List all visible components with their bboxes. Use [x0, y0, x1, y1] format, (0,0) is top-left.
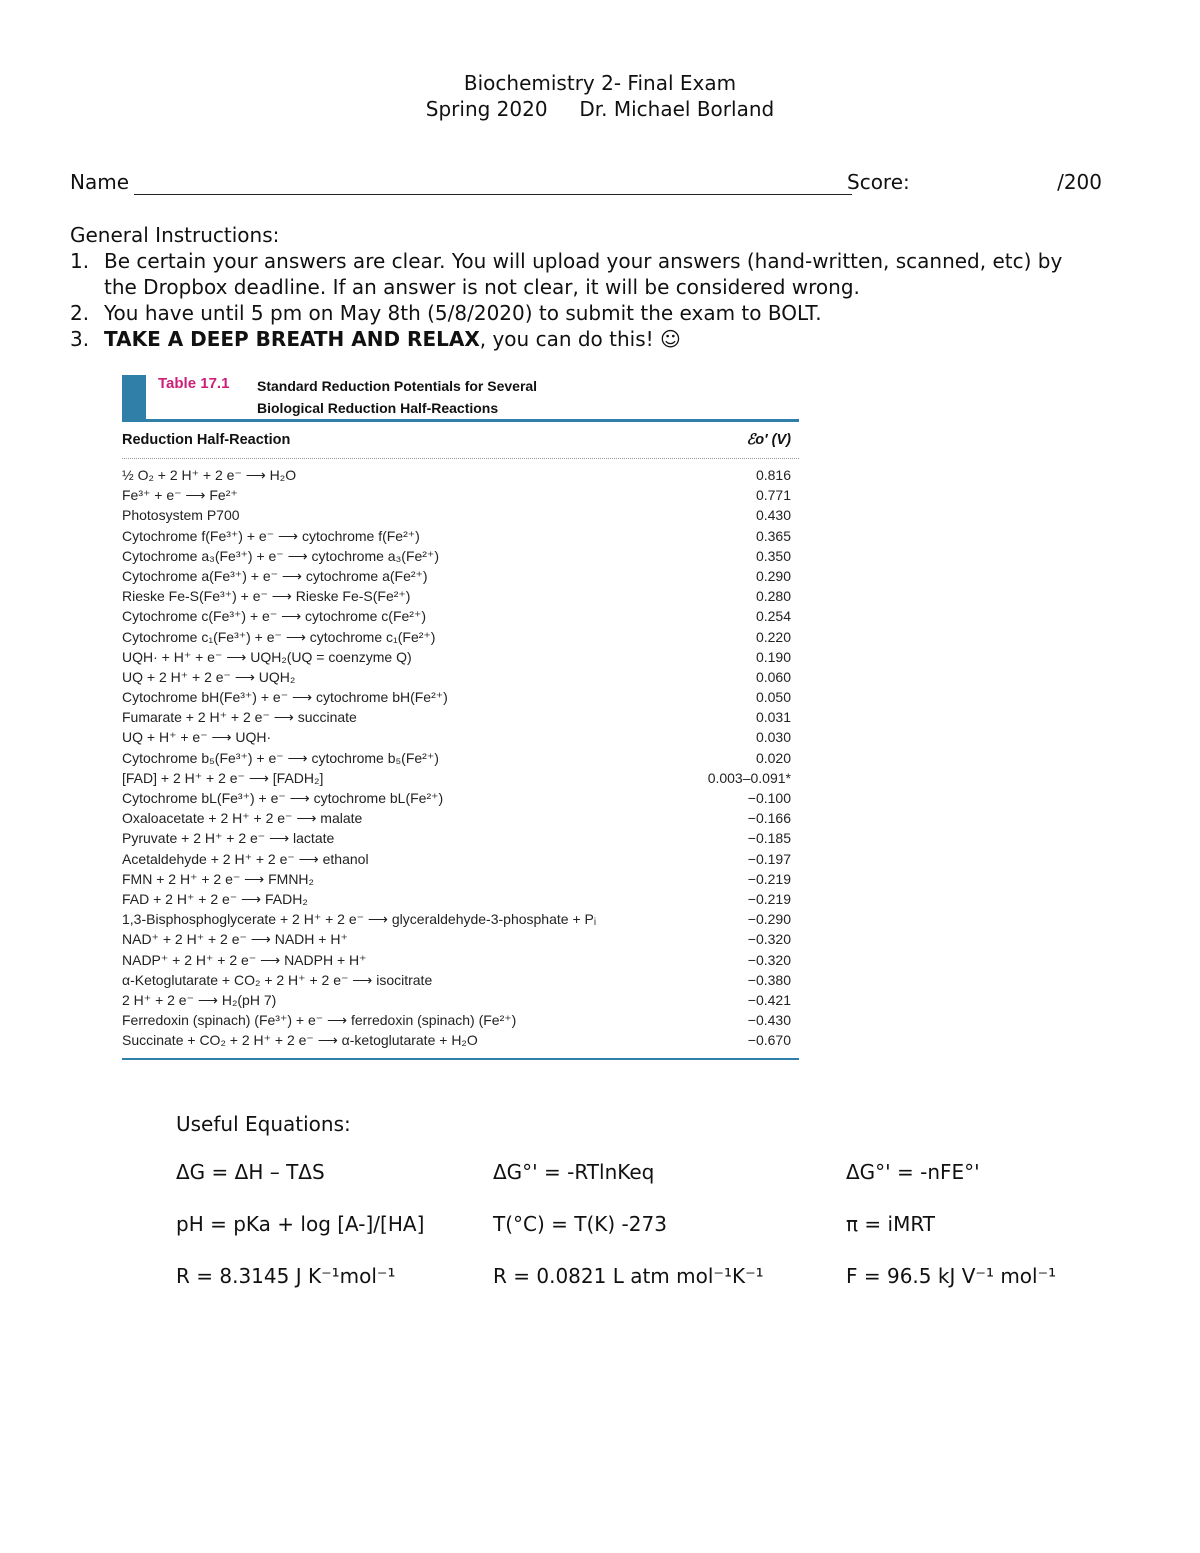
- table-row: [122, 768, 799, 788]
- equation: R = 0.0821 L atm mol⁻¹K⁻¹: [493, 1264, 764, 1288]
- half-reaction: Succinate + CO₂ + 2 H⁺ + 2 e⁻ ⟶ α-ketoglutarate + H₂O: [122, 1032, 478, 1049]
- instruction-number: 3.: [70, 327, 90, 351]
- table-row: [122, 546, 799, 566]
- half-reaction: UQ + H⁺ + e⁻ ⟶ UQH·: [122, 729, 272, 746]
- table-row: [122, 909, 799, 929]
- exam-title: Biochemistry 2- Final Exam: [463, 71, 737, 95]
- equation: ΔG°' = -RTlnKeq: [493, 1160, 655, 1184]
- half-reaction: UQ + 2 H⁺ + 2 e⁻ ⟶ UQH₂: [122, 668, 296, 685]
- table-row: [122, 727, 799, 747]
- half-reaction: Cytochrome b₅(Fe³⁺) + e⁻ ⟶ cytochrome b₅(Fe²⁺): [122, 749, 439, 766]
- table-row: [122, 627, 799, 647]
- half-reaction: FMN + 2 H⁺ + 2 e⁻ ⟶ FMNH₂: [122, 870, 314, 887]
- half-reaction: Photosystem P700: [122, 507, 240, 524]
- half-reaction: FAD + 2 H⁺ + 2 e⁻ ⟶ FADH₂: [122, 890, 308, 907]
- table-bottom-rule: [122, 1058, 799, 1060]
- general-instructions: [70, 222, 1080, 352]
- half-reaction: Cytochrome c₁(Fe³⁺) + e⁻ ⟶ cytochrome c₁(Fe²⁺): [122, 628, 436, 645]
- half-reaction: Rieske Fe-S(Fe³⁺) + e⁻ ⟶ Rieske Fe-S(Fe²⁺): [122, 588, 411, 605]
- instruction-text: [104, 326, 1080, 352]
- equation-row: [176, 1160, 1076, 1212]
- reduction-potential-table: [122, 375, 799, 1060]
- exam-header: [0, 70, 1200, 122]
- half-reaction: Cytochrome a₃(Fe³⁺) + e⁻ ⟶ cytochrome a₃(Fe²⁺): [122, 547, 439, 564]
- reduction-potential: −0.320: [747, 951, 791, 968]
- column-header-potential: ℰo′ (V): [746, 432, 791, 448]
- table-row: [122, 526, 799, 546]
- score-total: /200: [1057, 170, 1102, 194]
- equation: pH = pKa + log [A-]/[HA]: [176, 1212, 425, 1236]
- equation-row: [176, 1264, 1076, 1316]
- instruction-number: 2.: [70, 301, 90, 325]
- reduction-potential: 0.190: [755, 648, 791, 665]
- table-row: [122, 808, 799, 828]
- equation-row: [176, 1212, 1076, 1264]
- instruction-text: You have until 5 pm on May 8th (5/8/2020) to submit the exam to BOLT.: [104, 301, 822, 325]
- table-title-line: Standard Reduction Potentials for Several: [257, 378, 538, 394]
- name-score-row: [70, 170, 1102, 200]
- table-row: [122, 748, 799, 768]
- equation: T(°C) = T(K) -273: [493, 1212, 667, 1236]
- equations-title: Useful Equations:: [176, 1112, 351, 1136]
- reduction-potential: 0.031: [755, 709, 791, 726]
- reduction-potential: −0.219: [747, 890, 791, 907]
- table-row: [122, 687, 799, 707]
- column-header-reaction: Reduction Half-Reaction: [122, 432, 291, 448]
- reduction-potential: 0.430: [755, 507, 791, 524]
- reduction-potential: −0.197: [747, 850, 791, 867]
- table-row: [122, 647, 799, 667]
- exam-subtitle: Spring 2020 Dr. Michael Borland: [425, 97, 775, 121]
- reduction-potential: −0.320: [747, 931, 791, 948]
- table-row: [122, 667, 799, 687]
- instruction-number: 1.: [70, 249, 90, 273]
- half-reaction: Oxaloacetate + 2 H⁺ + 2 e⁻ ⟶ malate: [122, 810, 363, 827]
- half-reaction: Pyruvate + 2 H⁺ + 2 e⁻ ⟶ lactate: [122, 830, 335, 847]
- table-row: [122, 606, 799, 626]
- instructions-heading: General Instructions:: [70, 223, 280, 247]
- half-reaction: 2 H⁺ + 2 e⁻ ⟶ H₂(pH 7): [122, 991, 277, 1008]
- reduction-potential: 0.254: [755, 608, 791, 625]
- equation: ΔG = ΔH – TΔS: [176, 1160, 325, 1184]
- reduction-potential: 0.030: [755, 729, 791, 746]
- table-row: [122, 505, 799, 525]
- instruction-item: [70, 248, 1080, 300]
- half-reaction: Fumarate + 2 H⁺ + 2 e⁻ ⟶ succinate: [122, 709, 357, 726]
- reduction-potential: −0.100: [747, 790, 791, 806]
- reduction-potential: −0.430: [747, 1012, 791, 1029]
- half-reaction: [FAD] + 2 H⁺ + 2 e⁻ ⟶ [FADH₂]: [122, 769, 324, 786]
- reduction-potential: 0.350: [755, 547, 791, 564]
- half-reaction: α-Ketoglutarate + CO₂ + 2 H⁺ + 2 e⁻ ⟶ isocitrate: [122, 971, 433, 988]
- reduction-potential: 0.220: [755, 628, 791, 645]
- table-column-headers: [122, 422, 799, 459]
- half-reaction: Fe³⁺ + e⁻ ⟶ Fe²⁺: [122, 487, 238, 504]
- table-row: [122, 828, 799, 848]
- table-header: [122, 375, 799, 419]
- table-row: [122, 889, 799, 909]
- equation: π = iMRT: [846, 1212, 935, 1236]
- table-row: [122, 1030, 799, 1050]
- table-row: [122, 970, 799, 990]
- useful-equations: [176, 1160, 1076, 1316]
- table-number: Table 17.1: [158, 375, 230, 392]
- equation: ΔG°' = -nFE°': [846, 1160, 980, 1184]
- half-reaction: NADP⁺ + 2 H⁺ + 2 e⁻ ⟶ NADPH + H⁺: [122, 951, 367, 968]
- reduction-potential: −0.185: [747, 830, 791, 847]
- reduction-potential: 0.290: [755, 567, 791, 584]
- half-reaction: NAD⁺ + 2 H⁺ + 2 e⁻ ⟶ NADH + H⁺: [122, 931, 348, 948]
- reduction-potential: 0.020: [755, 749, 791, 766]
- instruction-emphasis: TAKE A DEEP BREATH AND RELAX: [104, 327, 480, 351]
- reduction-potential: 0.003–0.091*: [707, 769, 791, 786]
- reduction-potential: 0.060: [755, 668, 791, 685]
- table-title-line: Biological Reduction Half-Reactions: [257, 400, 499, 416]
- table-row: [122, 990, 799, 1010]
- reduction-potential: 0.771: [755, 487, 791, 504]
- instruction-item: [70, 326, 1080, 352]
- table-accent-bar: [122, 375, 146, 419]
- table-row: [122, 566, 799, 586]
- half-reaction: UQH· + H⁺ + e⁻ ⟶ UQH₂(UQ = coenzyme Q): [122, 648, 412, 665]
- instruction-item: [70, 300, 1080, 326]
- reduction-potential: −0.290: [747, 911, 791, 928]
- table-row: [122, 707, 799, 727]
- half-reaction: Acetaldehyde + 2 H⁺ + 2 e⁻ ⟶ ethanol: [122, 850, 369, 867]
- half-reaction: 1,3-Bisphosphoglycerate + 2 H⁺ + 2 e⁻ ⟶ glyceraldehyde-3-phosphate + Pᵢ: [122, 911, 597, 928]
- name-label: Name: [70, 170, 130, 194]
- table-row: [122, 929, 799, 949]
- table-row: [122, 465, 799, 485]
- equation: F = 96.5 kJ V⁻¹ mol⁻¹: [846, 1264, 1057, 1288]
- table-body: [122, 465, 799, 1050]
- reduction-potential: −0.670: [747, 1032, 791, 1049]
- half-reaction: Ferredoxin (spinach) (Fe³⁺) + e⁻ ⟶ ferredoxin (spinach) (Fe²⁺): [122, 1012, 517, 1029]
- table-row: [122, 788, 799, 808]
- equation: R = 8.3145 J K⁻¹mol⁻¹: [176, 1264, 396, 1288]
- instruction-text: Be certain your answers are clear. You will upload your answers (hand-written, scanned, etc) by the Dropbox deadline. If an answer is not clear, it will be considered wrong.: [104, 249, 1063, 299]
- score-label: Score:: [847, 170, 910, 194]
- half-reaction: Cytochrome c(Fe³⁺) + e⁻ ⟶ cytochrome c(Fe²⁺): [122, 608, 427, 625]
- table-row: [122, 869, 799, 889]
- half-reaction: Cytochrome bH(Fe³⁺) + e⁻ ⟶ cytochrome bH(Fe²⁺): [122, 689, 448, 706]
- name-blank-line[interactable]: [134, 194, 852, 195]
- reduction-potential: 0.365: [755, 527, 791, 544]
- half-reaction: ½ O₂ + 2 H⁺ + 2 e⁻ ⟶ H₂O: [122, 467, 297, 483]
- table-row: [122, 849, 799, 869]
- table-row: [122, 1010, 799, 1030]
- instruction-tail: , you can do this! ☺: [479, 327, 681, 351]
- table-title: [257, 375, 537, 419]
- table-row: [122, 485, 799, 505]
- reduction-potential: −0.380: [747, 971, 791, 988]
- table-row: [122, 950, 799, 970]
- half-reaction: Cytochrome a(Fe³⁺) + e⁻ ⟶ cytochrome a(Fe²⁺): [122, 567, 428, 584]
- reduction-potential: 0.816: [755, 467, 791, 483]
- reduction-potential: −0.219: [747, 870, 791, 887]
- table-row: [122, 586, 799, 606]
- reduction-potential: −0.421: [747, 991, 791, 1008]
- reduction-potential: −0.166: [747, 810, 791, 827]
- reduction-potential: 0.050: [755, 689, 791, 706]
- reduction-potential: 0.280: [755, 588, 791, 605]
- half-reaction: Cytochrome bL(Fe³⁺) + e⁻ ⟶ cytochrome bL(Fe²⁺): [122, 790, 444, 806]
- half-reaction: Cytochrome f(Fe³⁺) + e⁻ ⟶ cytochrome f(Fe²⁺): [122, 527, 420, 544]
